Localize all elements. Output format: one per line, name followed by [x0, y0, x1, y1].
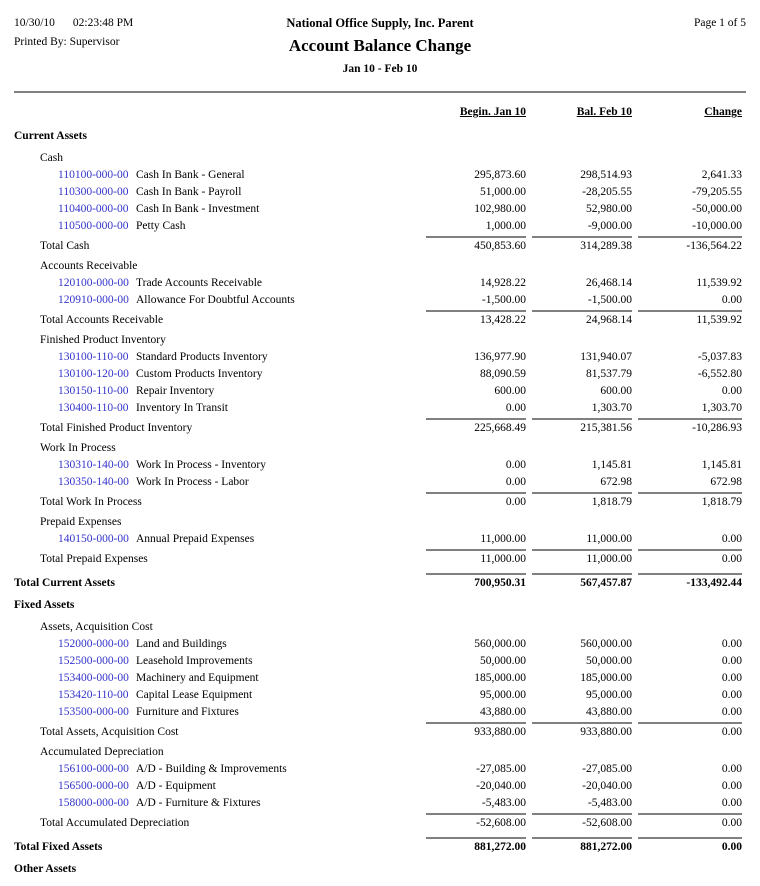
- account-number-link[interactable]: 156500-000-00: [58, 780, 129, 792]
- begin-value: 450,853.60: [426, 236, 526, 255]
- account-label: [14, 761, 420, 778]
- begin-value: -27,085.00: [476, 763, 526, 775]
- feb-value: -20,040.00: [582, 780, 632, 792]
- change-value: 0.00: [638, 722, 742, 741]
- feb-value: -5,483.00: [587, 797, 632, 809]
- feb-value: 95,000.00: [586, 689, 632, 701]
- change-value: 0.00: [721, 385, 742, 397]
- change-value: -5,037.83: [697, 351, 742, 363]
- begin-value: 933,880.00: [426, 722, 526, 741]
- feb-value: 933,880.00: [532, 722, 632, 741]
- print-time: 02:23:48 PM: [72, 17, 134, 29]
- change-value: 0.00: [721, 797, 742, 809]
- change-value: 1,145.81: [701, 459, 742, 471]
- account-label: [14, 653, 420, 670]
- feb-value: 50,000.00: [586, 655, 632, 667]
- report-title: Account Balance Change: [288, 36, 472, 55]
- begin-value: 881,272.00: [426, 837, 526, 856]
- account-name: Annual Prepaid Expenses: [136, 533, 255, 545]
- feb-value: 298,514.93: [580, 169, 632, 181]
- change-value: 0.00: [721, 780, 742, 792]
- account-number-link[interactable]: 120100-000-00: [58, 277, 129, 289]
- subtotal-row: [14, 310, 746, 327]
- begin-value: 14,928.22: [480, 277, 526, 289]
- account-row: [14, 201, 746, 218]
- account-row: [14, 349, 746, 366]
- account-name: Furniture and Fixtures: [136, 706, 239, 718]
- account-number-link[interactable]: 130310-140-00: [58, 459, 129, 471]
- begin-value: 1,000.00: [485, 220, 526, 232]
- column-header-begin: Begin. Jan 10: [459, 106, 526, 118]
- begin-value: 295,873.60: [474, 169, 526, 181]
- subsection-row: [14, 258, 746, 275]
- begin-value: 51,000.00: [480, 186, 526, 198]
- change-value: -6,552.80: [697, 368, 742, 380]
- account-row: [14, 457, 746, 474]
- account-row: [14, 167, 746, 184]
- feb-value: 1,818.79: [532, 492, 632, 511]
- account-row: [14, 218, 746, 235]
- header-center: [214, 14, 546, 79]
- account-label: [14, 218, 420, 235]
- feb-value: 52,980.00: [586, 203, 632, 215]
- change-value: 11,539.92: [638, 310, 742, 329]
- feb-value: 11,000.00: [532, 549, 632, 568]
- begin-value: 0.00: [505, 476, 526, 488]
- account-name: Repair Inventory: [136, 385, 215, 397]
- change-value: 1,818.79: [638, 492, 742, 511]
- change-value: 672.98: [710, 476, 742, 488]
- feb-value: 215,381.56: [532, 418, 632, 437]
- account-row: [14, 184, 746, 201]
- row-label: Total Prepaid Expenses: [40, 553, 148, 565]
- feb-value: 11,000.00: [586, 533, 632, 545]
- row-label: Finished Product Inventory: [40, 334, 166, 346]
- feb-value: 26,468.14: [586, 277, 632, 289]
- account-row: [14, 531, 746, 548]
- header-left: [14, 14, 214, 79]
- account-row: [14, 474, 746, 491]
- report-header: [14, 14, 746, 79]
- account-number-link[interactable]: 130150-110-00: [58, 385, 129, 397]
- change-value: 0.00: [721, 294, 742, 306]
- begin-value: 0.00: [426, 492, 526, 511]
- account-number-link[interactable]: 120910-000-00: [58, 294, 129, 306]
- begin-value: 185,000.00: [474, 672, 526, 684]
- account-row: [14, 636, 746, 653]
- change-value: 0.00: [638, 837, 742, 856]
- change-value: -50,000.00: [692, 203, 742, 215]
- begin-value: 13,428.22: [426, 310, 526, 329]
- feb-value: 43,880.00: [586, 706, 632, 718]
- feb-value: 1,303.70: [591, 402, 632, 414]
- feb-value: 567,457.87: [532, 573, 632, 592]
- begin-value: 600.00: [494, 385, 526, 397]
- begin-value: 50,000.00: [480, 655, 526, 667]
- subtotal-row: [14, 722, 746, 739]
- account-name: Work In Process - Labor: [136, 476, 249, 488]
- begin-value: 0.00: [505, 402, 526, 414]
- begin-value: -20,040.00: [476, 780, 526, 792]
- section-row: [14, 597, 746, 614]
- account-name: Custom Products Inventory: [136, 368, 263, 380]
- account-name: Capital Lease Equipment: [136, 689, 253, 701]
- account-name: Inventory In Transit: [136, 402, 228, 414]
- account-row: [14, 400, 746, 417]
- feb-value: 131,940.07: [580, 351, 632, 363]
- row-label: Prepaid Expenses: [40, 516, 122, 528]
- feb-value: -52,608.00: [532, 813, 632, 832]
- account-number-link[interactable]: 130100-110-00: [58, 351, 129, 363]
- column-header-row: [14, 103, 746, 121]
- feb-value: -27,085.00: [582, 763, 632, 775]
- account-number-link[interactable]: 152000-000-00: [58, 638, 129, 650]
- row-label: Total Assets, Acquisition Cost: [40, 726, 179, 738]
- row-label: Total Work In Process: [40, 496, 142, 508]
- subtotal-row: [14, 549, 746, 566]
- feb-value: 314,289.38: [532, 236, 632, 255]
- account-number-link[interactable]: 153500-000-00: [58, 706, 129, 718]
- account-label: [14, 366, 420, 383]
- section-row: [14, 128, 746, 145]
- feb-value: 672.98: [600, 476, 632, 488]
- account-row: [14, 670, 746, 687]
- account-label: [14, 400, 420, 417]
- account-label: [14, 383, 420, 400]
- begin-value: 88,090.59: [480, 368, 526, 380]
- account-name: Petty Cash: [136, 220, 186, 232]
- account-name: A/D - Building & Improvements: [136, 763, 287, 775]
- account-number-link[interactable]: 130350-140-00: [58, 476, 129, 488]
- account-number-link[interactable]: 153400-000-00: [58, 672, 129, 684]
- account-number-link[interactable]: 130100-120-00: [58, 368, 129, 380]
- subsection-row: [14, 514, 746, 531]
- account-label: [14, 670, 420, 687]
- account-number-link[interactable]: 156100-000-00: [58, 763, 129, 775]
- feb-value: 81,537.79: [586, 368, 632, 380]
- feb-value: -9,000.00: [587, 220, 632, 232]
- begin-value: 136,977.90: [474, 351, 526, 363]
- change-value: 0.00: [721, 672, 742, 684]
- account-label: [14, 778, 420, 795]
- row-label: Accounts Receivable: [40, 260, 138, 272]
- section-row: [14, 861, 746, 878]
- row-label: Total Cash: [40, 240, 90, 252]
- begin-value: 11,000.00: [426, 549, 526, 568]
- account-label: [14, 292, 420, 309]
- begin-value: 225,668.49: [426, 418, 526, 437]
- account-label: [14, 474, 420, 491]
- account-name: Cash In Bank - Payroll: [136, 186, 242, 198]
- row-label: Assets, Acquisition Cost: [40, 621, 153, 633]
- account-number-link[interactable]: 152500-000-00: [58, 655, 129, 667]
- account-name: Cash In Bank - General: [136, 169, 245, 181]
- account-name: Standard Products Inventory: [136, 351, 268, 363]
- account-number-link[interactable]: 140150-000-00: [58, 533, 129, 545]
- account-row: [14, 778, 746, 795]
- change-value: -133,492.44: [638, 573, 742, 592]
- account-label: [14, 275, 420, 292]
- feb-value: 881,272.00: [532, 837, 632, 856]
- account-name: Machinery and Equipment: [136, 672, 259, 684]
- account-name: Cash In Bank - Investment: [136, 203, 260, 215]
- printed-by: Printed By: Supervisor: [14, 36, 120, 48]
- row-label: Work In Process: [40, 442, 116, 454]
- account-number-link[interactable]: 110300-000-00: [58, 186, 129, 198]
- subtotal-row: [14, 236, 746, 253]
- row-label: Fixed Assets: [14, 599, 75, 611]
- subsection-row: [14, 440, 746, 457]
- change-value: 0.00: [721, 706, 742, 718]
- account-label: [14, 795, 420, 812]
- account-label: [14, 687, 420, 704]
- subtotal-row: [14, 492, 746, 509]
- account-name: Leasehold Improvements: [136, 655, 253, 667]
- begin-value: -52,608.00: [426, 813, 526, 832]
- account-label: [14, 457, 420, 474]
- account-label: [14, 636, 420, 653]
- account-row: [14, 704, 746, 721]
- feb-value: 185,000.00: [580, 672, 632, 684]
- row-label: Total Finished Product Inventory: [40, 422, 193, 434]
- row-label: Accumulated Depreciation: [40, 746, 164, 758]
- account-row: [14, 761, 746, 778]
- account-number-link[interactable]: 110400-000-00: [58, 203, 129, 215]
- subsection-row: [14, 744, 746, 761]
- print-date: 10/30/10: [14, 17, 55, 29]
- begin-value: -5,483.00: [481, 797, 526, 809]
- page-indicator: Page 1 of 5: [693, 17, 746, 29]
- change-value: -136,564.22: [638, 236, 742, 255]
- feb-value: 600.00: [600, 385, 632, 397]
- change-value: 1,303.70: [701, 402, 742, 414]
- change-value: 11,539.92: [696, 277, 742, 289]
- account-row: [14, 292, 746, 309]
- account-row: [14, 383, 746, 400]
- change-value: 2,641.33: [701, 169, 742, 181]
- account-row: [14, 366, 746, 383]
- account-name: A/D - Equipment: [136, 780, 216, 792]
- change-value: 0.00: [721, 638, 742, 650]
- change-value: -10,000.00: [692, 220, 742, 232]
- change-value: -79,205.55: [692, 186, 742, 198]
- account-number-link[interactable]: 130400-110-00: [58, 402, 129, 414]
- account-label: [14, 531, 420, 548]
- account-row: [14, 687, 746, 704]
- row-label: Cash: [40, 152, 63, 164]
- begin-value: 700,950.31: [426, 573, 526, 592]
- account-name: Land and Buildings: [136, 638, 227, 650]
- row-label: Total Accumulated Depreciation: [40, 817, 190, 829]
- report-period: Jan 10 - Feb 10: [342, 63, 418, 75]
- feb-value: 560,000.00: [580, 638, 632, 650]
- row-label: Total Accounts Receivable: [40, 314, 164, 326]
- feb-value: -1,500.00: [587, 294, 632, 306]
- grandtotal-row: [14, 573, 746, 590]
- change-value: -10,286.93: [638, 418, 742, 437]
- begin-value: 43,880.00: [480, 706, 526, 718]
- account-row: [14, 275, 746, 292]
- change-value: 0.00: [721, 689, 742, 701]
- account-name: A/D - Furniture & Fixtures: [136, 797, 261, 809]
- account-label: [14, 167, 420, 184]
- account-number-link[interactable]: 110500-000-00: [58, 220, 129, 232]
- change-value: 0.00: [638, 549, 742, 568]
- feb-value: 1,145.81: [591, 459, 632, 471]
- row-label: Total Current Assets: [14, 577, 115, 589]
- change-value: 0.00: [721, 533, 742, 545]
- begin-value: 11,000.00: [480, 533, 526, 545]
- report-body: [14, 128, 746, 878]
- subsection-row: [14, 619, 746, 636]
- account-label: [14, 201, 420, 218]
- account-label: [14, 349, 420, 366]
- account-row: [14, 653, 746, 670]
- change-value: 0.00: [721, 763, 742, 775]
- change-value: 0.00: [721, 655, 742, 667]
- column-header-change: Change: [704, 106, 742, 118]
- begin-value: 95,000.00: [480, 689, 526, 701]
- column-header-feb: Bal. Feb 10: [576, 106, 632, 118]
- account-name: Allowance For Doubtful Accounts: [136, 294, 295, 306]
- row-label: Other Assets: [14, 863, 77, 875]
- feb-value: -28,205.55: [582, 186, 632, 198]
- subsection-row: [14, 332, 746, 349]
- row-label: Total Fixed Assets: [14, 841, 103, 853]
- subtotal-row: [14, 813, 746, 830]
- account-number-link[interactable]: 110100-000-00: [58, 169, 129, 181]
- account-label: [14, 704, 420, 721]
- account-name: Trade Accounts Receivable: [136, 277, 263, 289]
- subsection-row: [14, 150, 746, 167]
- grandtotal-row: [14, 837, 746, 854]
- begin-value: -1,500.00: [481, 294, 526, 306]
- begin-value: 560,000.00: [474, 638, 526, 650]
- subtotal-row: [14, 418, 746, 435]
- begin-value: 102,980.00: [474, 203, 526, 215]
- feb-value: 24,968.14: [532, 310, 632, 329]
- begin-value: 0.00: [505, 459, 526, 471]
- account-label: [14, 184, 420, 201]
- account-row: [14, 795, 746, 812]
- account-number-link[interactable]: 158000-000-00: [58, 797, 129, 809]
- header-divider: [14, 91, 746, 93]
- account-number-link[interactable]: 153420-110-00: [58, 689, 129, 701]
- account-name: Work In Process - Inventory: [136, 459, 267, 471]
- row-label: Current Assets: [14, 130, 87, 142]
- change-value: 0.00: [638, 813, 742, 832]
- company-name: National Office Supply, Inc. Parent: [286, 16, 474, 30]
